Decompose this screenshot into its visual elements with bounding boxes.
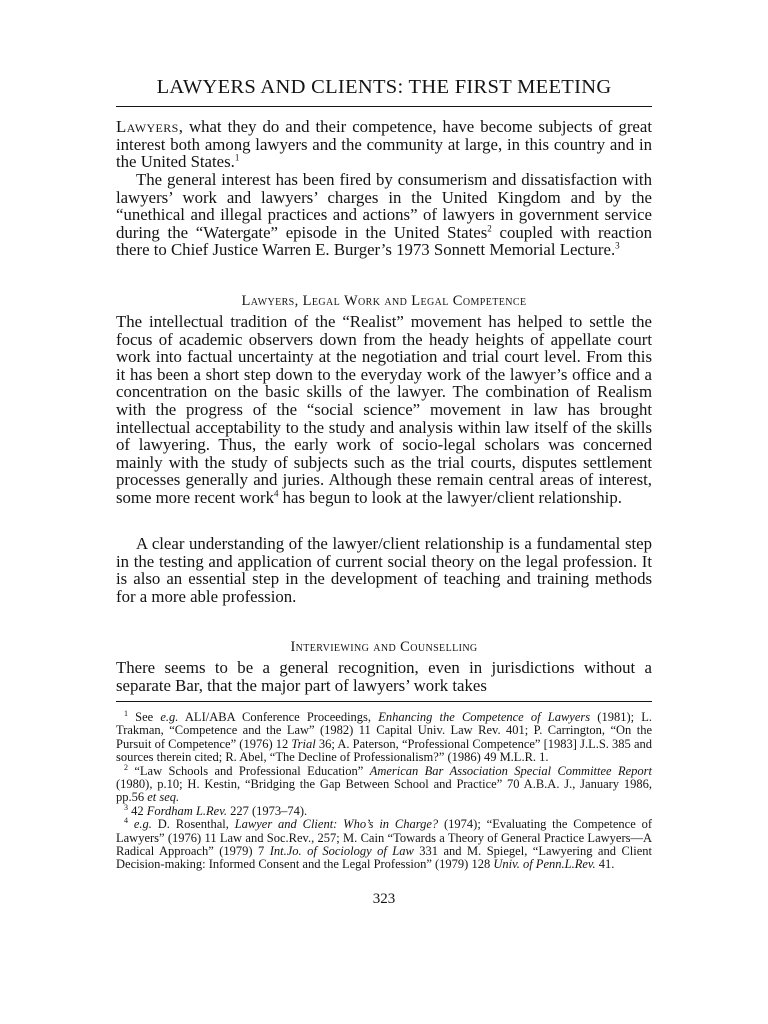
footnote-italic: Enhancing the Competence of Lawyers [378, 710, 591, 724]
section2-paragraph-1: There seems to be a general recognition, even in jurisdictions without a separate Bar, that the major part of lawyers’ work takes [116, 658, 652, 695]
page-number: 323 [372, 891, 396, 907]
title-rule [116, 106, 652, 107]
intro-p1-text: , what they do and their competence, have become subjects of great interest both among lawyers and the community at large, in this country and in the United States. [116, 117, 652, 172]
footnote-text: 227 (1973–74). [226, 803, 308, 818]
section1-paragraph-1 [116, 313, 652, 507]
footnote-italic: e.g. [160, 710, 179, 724]
section1-paragraph-2: A clear understanding of the lawyer/client relationship is a fundamental step in the testing and application of current social theory on the legal profession. It is also an essential step in the development of teaching and training methods for a more able profession. [116, 534, 652, 606]
footnote-italic: Trial [291, 736, 316, 751]
footnote-ref-4[interactable]: 4 [273, 488, 279, 499]
footnote-text: D. Rosenthal, [151, 817, 235, 832]
intro-paragraph-2 [116, 171, 652, 259]
footnote-text: 331 and M. Spiegel, “Lawyering and Client Decision-making: Informed Consent and the Legal Profession” (1979) 128 [116, 844, 652, 872]
section-heading-lawyers-legal-work: Lawyers, Legal Work and Legal Competence [241, 293, 527, 309]
footnote-number: 4 [124, 816, 128, 826]
intro-p2-text-a: The general interest has been fired by consumerism and dissatisfaction with lawyers’ work and lawyers’ charges in the United Kingdom and by the “unethical and illegal practices and actions” of lawyers in government service during the “Watergate” episode in the United States [116, 170, 652, 242]
footnote-number: 1 [124, 708, 128, 718]
footnote-2 [116, 762, 652, 805]
intro-paragraph-1 [116, 118, 652, 171]
footnote-italic: Lawyer and Client: Who’s in Charge? [234, 817, 439, 832]
footnote-1 [116, 708, 652, 765]
footnote-italic: et seq. [147, 790, 180, 805]
footnote-text: ALI/ABA Conference Proceedings, [178, 710, 379, 724]
footnote-number: 2 [124, 762, 128, 772]
footnote-ref-1[interactable]: 1 [234, 152, 240, 163]
footnote-text: (1974); “Evaluating the Competence of Lawyers” (1976) 11 Law and Soc.Rev., 257; M. Cain “Towards a Theory of General Practice Lawyers—A Radical Approach” (1979) 7 [116, 817, 653, 859]
footnote-number: 3 [124, 802, 128, 812]
intro-p2-text-b: coupled with reaction there to Chief Justice Warren E. Burger’s 1973 Sonnett Memorial Lecture. [116, 222, 652, 260]
footnote-text: 36; A. Paterson, “Professional Competence” [1983] J.L.S. 385 and sources therein cited; R. Abel, “The Decline of Professionalism?” (1986) 49 M.L.R. 1. [116, 736, 652, 765]
footnote-divider [116, 701, 652, 702]
footnote-text: “Law Schools and Professional Education” [128, 763, 370, 778]
footnote-4 [116, 818, 652, 872]
footnote-italic: e.g. [133, 817, 152, 832]
footnote-italic: Int.Jo. of Sociology of Law [269, 844, 414, 859]
footnote-italic: Fordham L.Rev. [146, 803, 227, 818]
chapter-title: LAWYERS AND CLIENTS: THE FIRST MEETING [156, 76, 612, 98]
footnote-italic: American Bar Association Special Committee Report [369, 763, 652, 778]
section1-p1-text-b: has begun to look at the lawyer/client relationship. [278, 487, 622, 507]
footnote-text: (1981); L. Trakman, “Competence and the Law” (1982) 11 Capital Univ. Law Rev. 401; P. Carrington, “On the Pursuit of Competence” (1976) 12 [116, 710, 652, 751]
intro-lead-word: Lawyers [116, 117, 179, 136]
footnotes [116, 708, 653, 872]
section1-p1-text-a: The intellectual tradition of the “Realist” movement has helped to settle the focus of academic observers down from the heady heights of appellate court work into factual uncertainty at the negotiation and trial court level. From this it has been a short step down to the everyday work of the lawyer’s office and a concentration on the basic skills of the lawyer. The combination of Realism with the progress of the “social science” movement in law has brought intellectual acceptability to the study and analysis within law itself of the skills of lawyering. Thus, the early work of socio-legal scholars was concerned mainly with the study of subjects such as the trial courts, disputes settlement processes generally and juries. Although these remain central areas of interest, some more recent work [116, 312, 652, 507]
footnote-ref-2[interactable]: 2 [487, 223, 492, 234]
footnote-text: See [128, 710, 161, 724]
footnote-text: 41. [595, 857, 615, 872]
section-heading-interviewing: Interviewing and Counselling [290, 639, 478, 655]
footnote-text: (1980), p.10; H. Kestin, “Bridging the Gap Between School and Practice” 70 A.B.A. J., January 1986, pp.56 [116, 777, 652, 805]
footnote-italic: Univ. of Penn.L.Rev. [493, 857, 596, 872]
footnote-text: 42 [128, 803, 147, 818]
footnote-ref-3[interactable]: 3 [615, 240, 620, 251]
